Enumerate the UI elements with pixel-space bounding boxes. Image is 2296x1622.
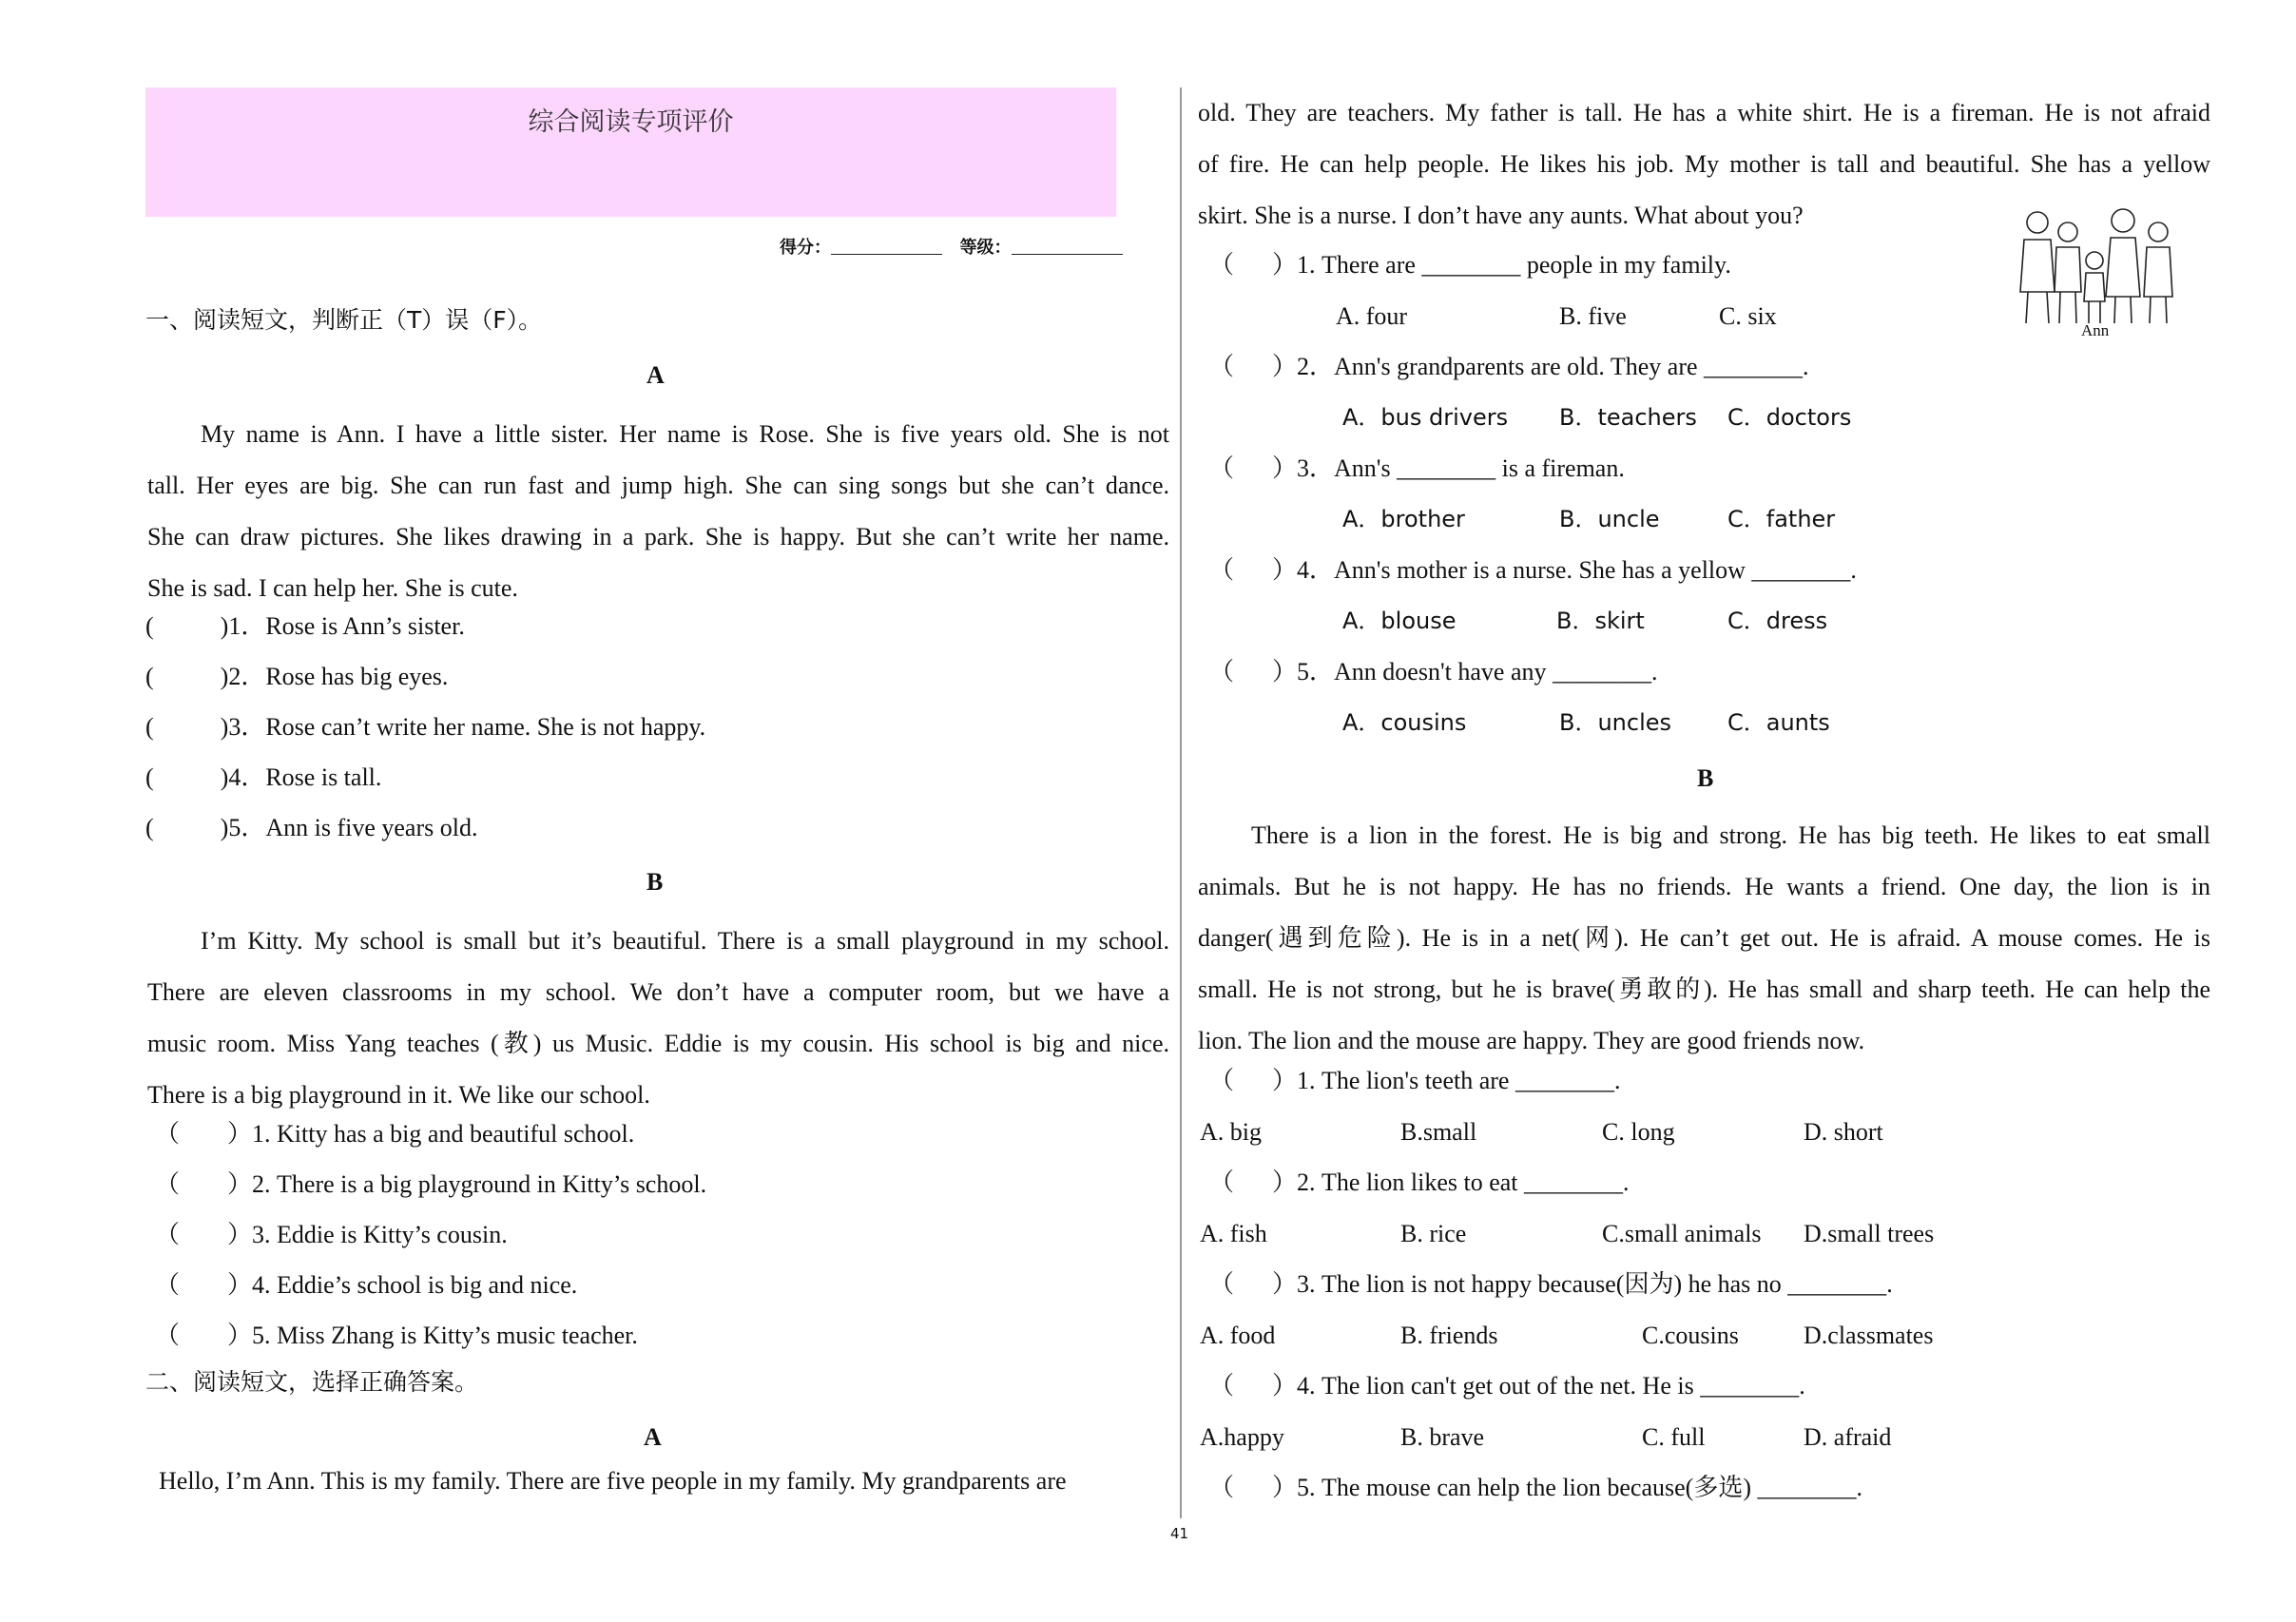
passage-line: of fire. He can help people. He likes his job. My mother is tall and beautiful. She has a yellow: [1198, 150, 2210, 178]
question-number: )5．: [220, 814, 266, 841]
option-b[interactable]: B．uncle: [1559, 506, 1660, 532]
option-c[interactable]: C．doctors: [1727, 404, 1852, 431]
question-text: Rose can’t write her name. She is not happy.: [265, 713, 706, 741]
passage-line: music room. Miss Yang teaches (教) us Music. Eddie is my cousin. His school is big and nice.: [147, 1030, 1169, 1057]
page-number: 41: [1170, 1525, 1189, 1542]
question-2: [145, 665, 448, 689]
question-1: [1209, 1069, 1620, 1093]
answer-paren[interactable]: (: [145, 814, 154, 841]
question-text: The lion is not happy because(因为) he has no ________.: [1322, 1270, 1893, 1298]
question-number: ）5.: [1272, 1474, 1316, 1501]
answer-paren[interactable]: （: [1209, 1168, 1235, 1196]
question-number: )4．: [220, 763, 266, 791]
score-row: [780, 234, 1123, 259]
answer-paren[interactable]: （: [1209, 1270, 1235, 1298]
question-3: [1209, 456, 1625, 481]
passage-line: old. They are teachers. My father is tall. He has a white shirt. He is a fireman. He is not afraid: [1198, 99, 2210, 126]
question-number: ）5.: [227, 1322, 271, 1349]
option-c[interactable]: C.small animals: [1602, 1220, 1762, 1247]
question-3: [1209, 1272, 1893, 1297]
option-b[interactable]: B．teachers: [1559, 404, 1697, 431]
question-4: [1209, 1374, 1805, 1399]
option-d[interactable]: D. short: [1804, 1118, 1883, 1146]
section1-B-passage: [147, 916, 1169, 1121]
option-b[interactable]: B. rice: [1400, 1220, 1467, 1247]
question-number: )3．: [220, 713, 266, 741]
question-text: Ann's grandparents are old. They are ________.: [1334, 353, 1809, 380]
option-a[interactable]: A．cousins: [1342, 709, 1467, 736]
option-d[interactable]: D. afraid: [1804, 1423, 1892, 1451]
question-number: )1．: [220, 612, 266, 640]
question-number: ）1.: [1272, 251, 1316, 279]
section2-B-passage: [1198, 810, 2210, 1067]
grade-label: 等级：: [959, 238, 1012, 258]
answer-paren[interactable]: (: [145, 763, 154, 791]
question-text: Kitty has a big and beautiful school.: [277, 1120, 635, 1148]
option-a[interactable]: A．blouse: [1342, 608, 1457, 634]
question-text: There are ________ people in my family.: [1322, 251, 1731, 279]
column-divider: [1180, 87, 1182, 1518]
option-d[interactable]: D.classmates: [1804, 1322, 1934, 1349]
question-number: )2．: [220, 663, 266, 690]
passage-line: tall. Her eyes are big. She can run fast and jump high. She can sing songs but she can’t dance.: [147, 472, 1169, 499]
question-text: The mouse can help the lion because(多选) ________.: [1322, 1474, 1862, 1501]
option-a[interactable]: A．brother: [1342, 506, 1465, 532]
question-number: ）2.: [1272, 1168, 1316, 1196]
question-2: [155, 1172, 706, 1197]
question-1: [145, 614, 465, 639]
answer-paren[interactable]: （: [1209, 251, 1235, 279]
option-a[interactable]: A. four: [1336, 302, 1408, 330]
passage-line: My name is Ann. I have a little sister. Her name is Rose. She is five years old. She is not: [201, 420, 1169, 448]
passage-line: animals. But he is not happy. He has no friends. He wants a friend. One day, the lion is in: [1198, 873, 2210, 900]
question-number: ）4．: [1272, 556, 1335, 584]
section1-B-label: B: [646, 868, 664, 896]
section2-B-label: B: [1697, 764, 1714, 792]
question-1: [155, 1122, 634, 1147]
question-4: [155, 1273, 577, 1298]
question-text: Eddie’s school is big and nice.: [277, 1271, 578, 1299]
section1-heading: 一、阅读短文，判断正（T）误（F）。: [145, 306, 543, 334]
title-box: [145, 87, 1116, 217]
passage-line: I’m Kitty. My school is small but it’s beautiful. There is a small playground in my school.: [201, 927, 1169, 955]
question-text: Rose is tall.: [265, 763, 382, 791]
question-text: The lion's teeth are ________.: [1322, 1067, 1621, 1094]
option-a[interactable]: A. big: [1200, 1118, 1262, 1146]
section1-A-passage: [147, 409, 1169, 614]
passage-line: danger(遇到危险). He is in a net(网). He can’t get out. He is afraid. A mouse comes. He is: [1198, 924, 2210, 952]
question-text: There is a big playground in Kitty’s school.: [277, 1170, 707, 1198]
question-3: [155, 1223, 508, 1247]
question-number: ）3.: [1272, 1270, 1316, 1298]
question-text: Eddie is Kitty’s cousin.: [277, 1221, 508, 1248]
passage-line: There is a lion in the forest. He is big and strong. He has big teeth. He likes to eat small: [1251, 821, 2210, 849]
passage-line: There are eleven classrooms in my school. We don’t have a computer room, but we have a: [147, 978, 1169, 1006]
option-c[interactable]: C．dress: [1727, 608, 1828, 634]
answer-paren[interactable]: （: [155, 1322, 181, 1349]
answer-paren[interactable]: (: [145, 663, 154, 690]
question-number: ）4.: [227, 1271, 271, 1299]
answer-paren[interactable]: （: [155, 1170, 181, 1198]
answer-paren[interactable]: （: [1209, 1474, 1235, 1501]
figure-label: Ann: [2081, 321, 2110, 339]
answer-paren[interactable]: （: [1209, 454, 1235, 482]
page-title: 综合阅读专项评价: [528, 107, 734, 137]
answer-paren[interactable]: （: [1209, 353, 1235, 380]
question-text: Rose is Ann’s sister.: [265, 612, 465, 640]
question-number: ）4.: [1272, 1372, 1316, 1400]
question-5: [145, 816, 477, 840]
option-b[interactable]: B．skirt: [1556, 608, 1645, 634]
question-number: ）2．: [1272, 353, 1335, 380]
question-1: [1209, 253, 1731, 278]
answer-paren[interactable]: （: [155, 1120, 181, 1148]
answer-paren[interactable]: （: [1209, 1067, 1235, 1094]
question-text: Rose has big eyes.: [265, 663, 449, 690]
option-c[interactable]: C.cousins: [1642, 1322, 1739, 1349]
option-a[interactable]: A．bus drivers: [1342, 404, 1509, 431]
question-number: ）5．: [1272, 658, 1335, 685]
answer-paren[interactable]: （: [1209, 658, 1235, 685]
option-b[interactable]: B.small: [1400, 1118, 1477, 1146]
section2-A-first-line: Hello, I’m Ann. This is my family. There are five people in my family. My grandparents are: [159, 1467, 1067, 1495]
question-5: [1209, 660, 1658, 685]
question-text: Ann's mother is a nurse. She has a yellow ________.: [1334, 556, 1857, 584]
section2-heading: 二、阅读短文，选择正确答案。: [145, 1368, 479, 1396]
answer-paren[interactable]: （: [155, 1271, 181, 1299]
option-a[interactable]: A.happy: [1200, 1423, 1284, 1451]
question-text: The lion likes to eat ________.: [1322, 1168, 1630, 1196]
answer-paren[interactable]: （: [1209, 1372, 1235, 1400]
question-text: Miss Zhang is Kitty’s music teacher.: [277, 1322, 638, 1349]
grade-field[interactable]: [1012, 237, 1123, 255]
option-b[interactable]: B．uncles: [1559, 709, 1672, 736]
question-number: ）2.: [227, 1170, 271, 1198]
section2-A-label: A: [644, 1423, 662, 1451]
option-c[interactable]: C．aunts: [1727, 709, 1830, 736]
option-a[interactable]: A. fish: [1200, 1220, 1267, 1247]
option-b[interactable]: B. friends: [1400, 1322, 1498, 1349]
passage-line: lion. The lion and the mouse are happy. They are good friends now.: [1198, 1027, 1865, 1054]
passage-line: She is sad. I can help her. She is cute.: [147, 574, 518, 602]
question-5: [1209, 1476, 1862, 1500]
family-figure: [2011, 202, 2182, 344]
answer-paren[interactable]: （: [155, 1221, 181, 1248]
option-d[interactable]: D.small trees: [1804, 1220, 1935, 1247]
option-c[interactable]: C. six: [1719, 302, 1777, 330]
option-c[interactable]: C．father: [1727, 506, 1836, 532]
answer-paren[interactable]: （: [1209, 556, 1235, 584]
question-2: [1209, 1170, 1630, 1195]
passage-line: She can draw pictures. She likes drawing in a park. She is happy. But she can’t write her name.: [147, 523, 1169, 550]
option-a[interactable]: A. food: [1200, 1322, 1276, 1349]
answer-paren[interactable]: (: [145, 612, 154, 640]
score-field[interactable]: [831, 237, 942, 255]
answer-paren[interactable]: (: [145, 713, 154, 741]
question-number: ）3．: [1272, 454, 1335, 482]
passage-line: skirt. She is a nurse. I don’t have any aunts. What about you?: [1198, 202, 1804, 229]
passage-line: There is a big playground in it. We like our school.: [147, 1081, 650, 1109]
question-2: [1209, 355, 1809, 379]
option-c[interactable]: C. long: [1602, 1118, 1675, 1146]
option-c[interactable]: C. full: [1642, 1423, 1706, 1451]
question-text: Ann's ________ is a fireman.: [1334, 454, 1625, 482]
question-number: ）3.: [227, 1221, 271, 1248]
section1-A-label: A: [646, 361, 665, 389]
option-b[interactable]: B. five: [1559, 302, 1627, 330]
question-4: [145, 765, 381, 790]
option-b[interactable]: B. brave: [1400, 1423, 1485, 1451]
question-5: [155, 1323, 638, 1348]
question-text: The lion can't get out of the net. He is ________.: [1322, 1372, 1805, 1400]
score-label: 得分：: [780, 238, 831, 258]
question-4: [1209, 558, 1857, 583]
passage-line: small. He is not strong, but he is brave(勇敢的). He has small and sharp teeth. He can help the: [1198, 975, 2210, 1003]
question-text: Ann is five years old.: [265, 814, 478, 841]
question-text: Ann doesn't have any ________.: [1334, 658, 1658, 685]
question-number: ）1.: [227, 1120, 271, 1148]
family-illustration-icon: [2011, 202, 2182, 330]
question-number: ）1.: [1272, 1067, 1316, 1094]
question-3: [145, 715, 705, 740]
